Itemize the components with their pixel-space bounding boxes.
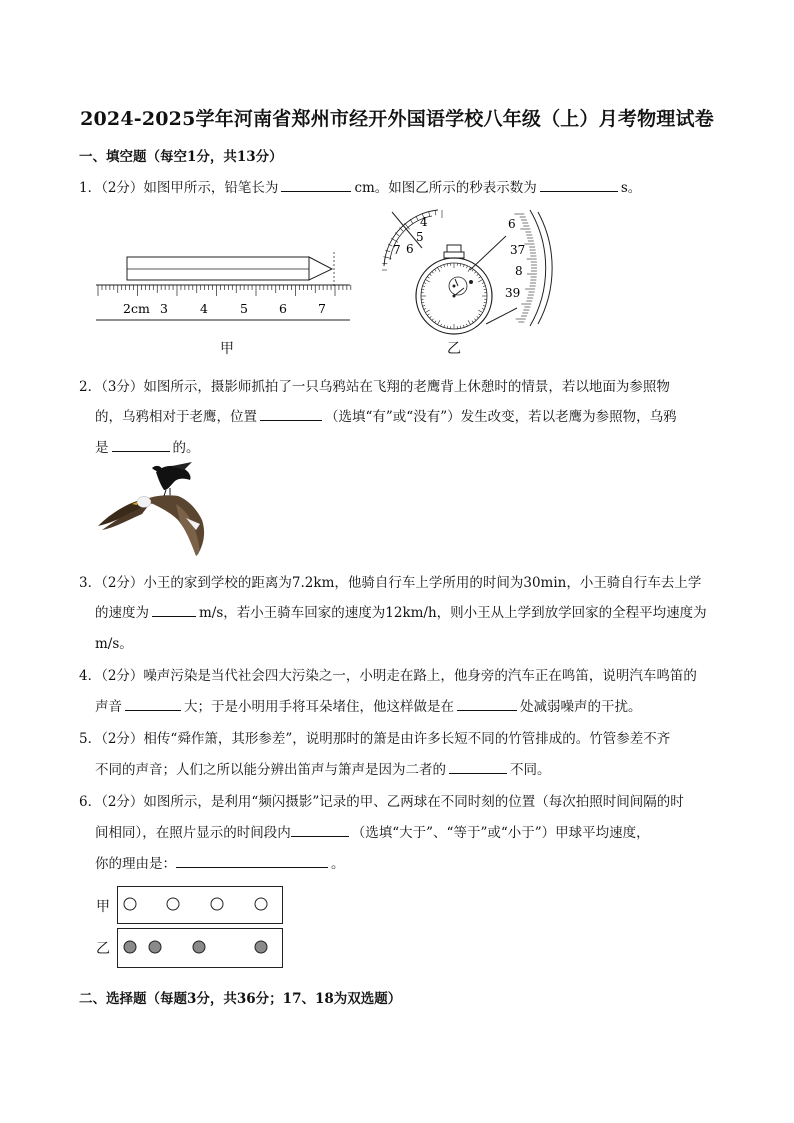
q3-line-2	[95, 601, 707, 621]
strobe-balls	[117, 886, 283, 968]
ball-yi-2	[149, 941, 161, 953]
small-dial-label-6: 6	[406, 242, 414, 256]
large-dial-zoom	[505, 210, 552, 326]
stopwatch-figure	[382, 208, 560, 338]
q2-line-1: 2．（3分）如图所示，摄影师抓拍了一只乌鸦站在飞翔的老鹰背上休憩时的情景，若以地面为参照物	[79, 379, 670, 395]
q1-text-b: cm。如图乙所示的秒表示数为	[354, 180, 537, 196]
pencil-ruler-figure	[94, 248, 356, 328]
q4-line-2b: 大；于是小明用手将耳朵堵住，他这样做是在	[184, 699, 454, 715]
ball-jia-1	[124, 898, 136, 910]
q1-text-c: s。	[620, 180, 642, 196]
large-dial-label-37: 37	[510, 243, 526, 257]
tick-mark	[416, 216, 418, 221]
q2-line-2	[95, 405, 677, 425]
q4-blank-noise-reduction-place[interactable]	[457, 696, 517, 711]
ruler-label-2cm: 2cm	[123, 301, 150, 316]
q6-line-2	[95, 821, 650, 841]
tick-mark	[410, 219, 413, 223]
q3-line-2a: 的速度为	[95, 605, 149, 621]
q6-blank-speed-comparison[interactable]	[291, 822, 349, 837]
q6-line-3	[95, 852, 345, 872]
q6-line-1: 6．（2分）如图所示，是利用“频闪摄影”记录的甲、乙两球在不同时刻的位置（每次拍照时间间隔的时	[79, 794, 684, 810]
q3-line-3: m/s。	[95, 636, 133, 652]
large-dial-label-6: 6	[508, 217, 516, 231]
strobe-row-label-yi: 乙	[96, 941, 110, 957]
q4-line-2a: 声音	[95, 699, 122, 715]
q2-line-3b: 的。	[172, 440, 200, 456]
q1-blank-pencil-length[interactable]	[281, 177, 351, 192]
q3-line-2b: m/s，若小王骑车回家的速度为12km/h，则小王从上学到放学回家的全程平均速度为	[199, 605, 707, 621]
q5-line-1: 5．（2分）相传“舜作箫，其形参差”，说明那时的箫是由许多长短不同的竹管排成的。竹管参差不齐	[79, 731, 671, 747]
q5-line-2	[95, 758, 551, 778]
section-heading-multiple-choice: 二、选择题（每题3分，共36分；17、18为双选题）	[79, 991, 402, 1007]
q2-line-3	[95, 436, 200, 456]
q3-line-1: 3．（2分）小王的家到学校的距离为7.2km，他骑自行车上学所用的时间为30min，小王骑自行车去上学	[79, 575, 702, 591]
tick-mark	[429, 212, 430, 217]
q1-blank-stopwatch-reading[interactable]	[540, 177, 618, 192]
q4-line-2	[95, 695, 642, 715]
q2-blank-crow-state[interactable]	[112, 437, 170, 452]
ball-yi-1	[124, 941, 136, 953]
q2-line-3a: 是	[95, 440, 109, 456]
q5-blank-timbre[interactable]	[449, 759, 507, 774]
eagle-crow-image	[92, 460, 210, 558]
ball-jia-2	[167, 898, 179, 910]
q2-line-2a: 的，乌鸦相对于老鹰，位置	[95, 409, 257, 425]
q3-blank-speed-to-school[interactable]	[152, 602, 196, 617]
large-dial-label-8: 8	[515, 264, 523, 278]
pencil	[127, 257, 332, 280]
stopwatch-body	[416, 236, 517, 334]
ball-yi-3	[193, 941, 205, 953]
eagle	[98, 495, 204, 556]
question-1-text	[79, 176, 641, 196]
ball-yi-4	[255, 941, 267, 953]
q2-blank-position-change[interactable]	[260, 406, 322, 421]
strobe-row-label-jia: 甲	[96, 899, 110, 915]
q4-line-2c: 处减弱噪声的干扰。	[520, 699, 642, 715]
section-heading-fill-in: 一、填空题（每空1分，共13分）	[79, 149, 283, 165]
figure-caption-yi: 乙	[447, 341, 461, 357]
q6-line-2b: （选填“大于”、“等于”或“小于”）甲球平均速度，	[351, 825, 650, 841]
tick-mark	[382, 263, 387, 264]
small-dial-zoom	[382, 210, 442, 270]
q4-line-1: 4．（2分）噪声污染是当代社会四大污染之一，小明走在路上，他身旁的汽车正在鸣笛，说明汽车鸣笛的	[79, 668, 697, 684]
q4-blank-loudness[interactable]	[125, 696, 181, 711]
large-dial-label-39: 39	[505, 286, 521, 300]
q1-text-a: 1．（2分）如图甲所示，铅笔长为	[79, 180, 279, 196]
ball-jia-4	[255, 898, 267, 910]
q5-line-2b: 不同。	[510, 762, 551, 778]
ruler-label-4: 4	[200, 301, 208, 316]
figure-caption-jia: 甲	[220, 341, 234, 357]
ruler-label-5: 5	[240, 301, 248, 316]
small-dial-label-7: 7	[393, 243, 401, 257]
page-title: 2024-2025学年河南省郑州市经开外国语学校八年级（上）月考物理试卷	[80, 108, 714, 130]
q6-line-2a: 间相同），在照片显示的时间段内	[95, 825, 291, 841]
ruler-label-7: 7	[318, 301, 326, 316]
q6-line-3a: 你的理由是：	[95, 856, 176, 872]
small-dial-label-5: 5	[416, 230, 424, 244]
q2-line-2b: （选填“有”或“没有”）发生改变，若以老鹰为参照物，乌鸦	[325, 409, 677, 425]
small-dial-label-4: 4	[420, 215, 428, 229]
tick-mark	[435, 210, 436, 215]
q6-line-3b: 。	[331, 856, 345, 872]
ruler-label-6: 6	[279, 301, 287, 316]
q5-line-2a: 不同的声音；人们之所以能分辨出笛声与箫声是因为二者的	[95, 762, 446, 778]
crow	[152, 462, 192, 496]
ball-jia-3	[211, 898, 223, 910]
ruler	[96, 285, 351, 320]
q6-blank-reason[interactable]	[176, 853, 328, 868]
ruler-label-3: 3	[160, 301, 168, 316]
